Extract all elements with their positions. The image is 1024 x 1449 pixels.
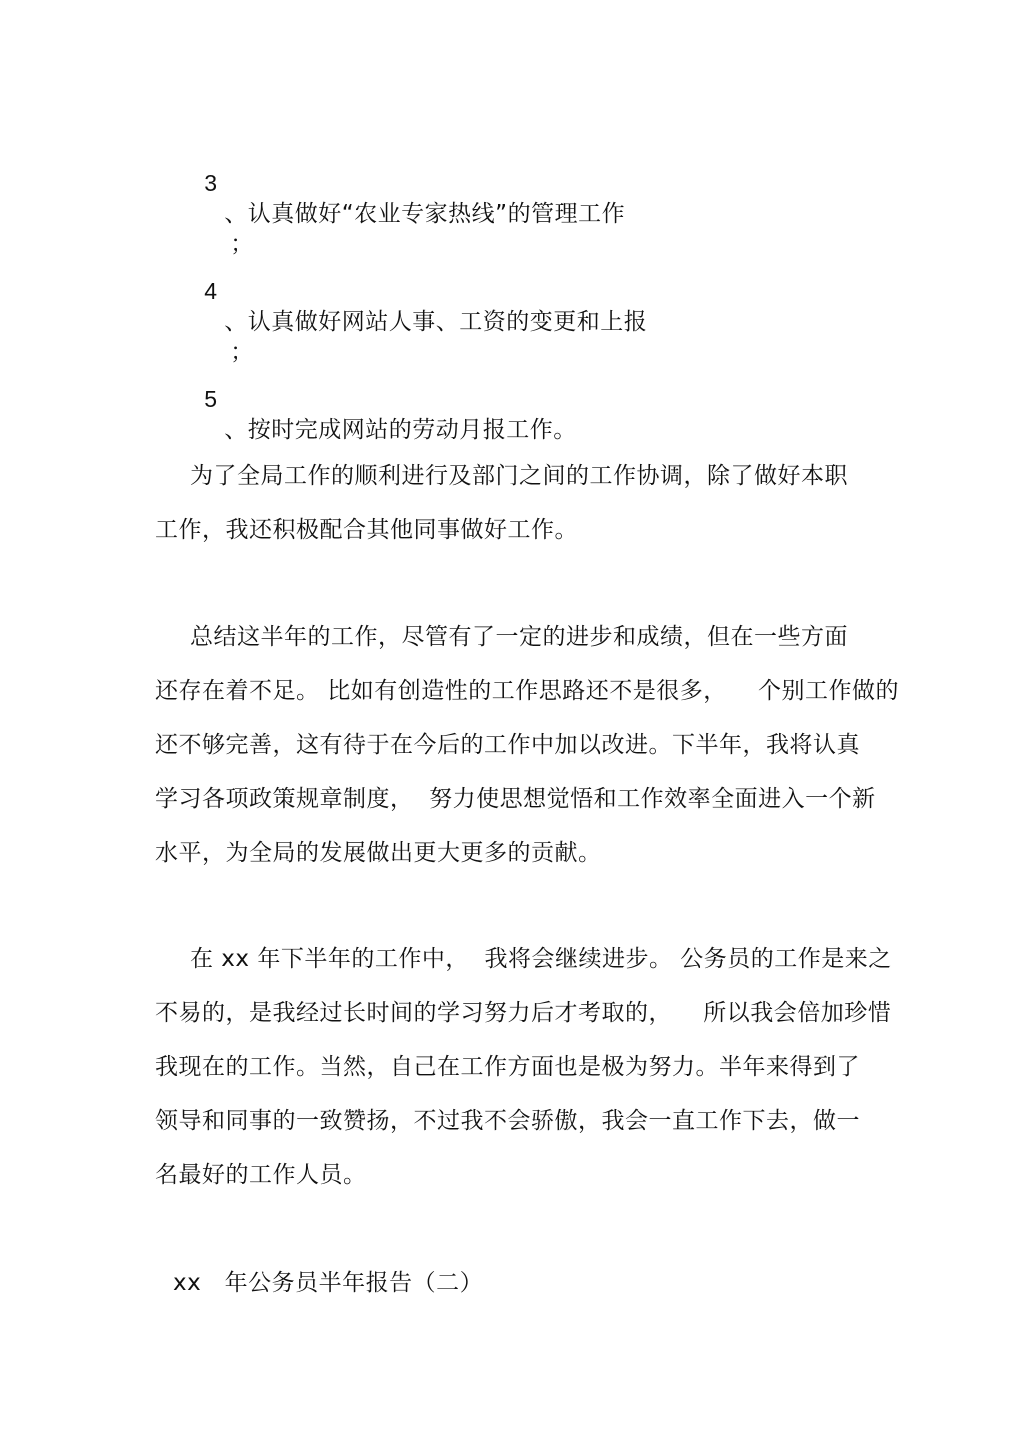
paragraph-3-line-4: 领导和同事的一致赞扬，不过我不会骄傲，我会一直工作下去，做一 bbox=[155, 1108, 860, 1134]
list-number: 3 bbox=[204, 170, 218, 196]
paragraph-3-line-2: 不易的，是我经过长时间的学习努力后才考取的， 所以我会倍加珍惜 bbox=[155, 1000, 892, 1026]
paragraph-2-line-3: 还不够完善，这有待于在今后的工作中加以改进。下半年，我将认真 bbox=[155, 732, 860, 758]
paragraph-2-line-4: 学习各项政策规章制度， 努力使思想觉悟和工作效率全面进入一个新 bbox=[155, 786, 876, 812]
paragraph-2-line-5: 水平，为全局的发展做出更大更多的贡献。 bbox=[155, 840, 602, 866]
paragraph-1-line-1: 为了全局工作的顺利进行及部门之间的工作协调，除了做好本职 bbox=[190, 463, 848, 489]
list-text: 、按时完成网站的劳动月报工作。 bbox=[224, 417, 577, 443]
paragraph-3-line-3: 我现在的工作。当然，自己在工作方面也是极为努力。半年来得到了 bbox=[155, 1054, 860, 1080]
paragraph-3-line-5: 名最好的工作人员。 bbox=[155, 1162, 367, 1188]
list-text: 、认真做好网站人事、工资的变更和上报 bbox=[224, 309, 648, 335]
list-end: ； bbox=[230, 339, 254, 365]
list-number: 5 bbox=[204, 386, 218, 412]
section-heading: xx 年公务员半年报告（二） bbox=[173, 1270, 484, 1296]
list-text: 、认真做好“农业专家热线”的管理工作 bbox=[224, 201, 626, 227]
list-number: 4 bbox=[204, 278, 218, 304]
list-item-5 bbox=[173, 354, 577, 475]
paragraph-1-line-2: 工作，我还积极配合其他同事做好工作。 bbox=[155, 517, 578, 543]
paragraph-3-line-1: 在 xx 年下半年的工作中， 我将会继续进步。 公务员的工作是来之 bbox=[190, 946, 892, 972]
list-end: ； bbox=[230, 231, 254, 257]
paragraph-2-line-2: 还存在着不足。 比如有创造性的工作思路还不是很多， 个别工作做的 bbox=[155, 678, 900, 704]
paragraph-2-line-1: 总结这半年的工作，尽管有了一定的进步和成绩，但在一些方面 bbox=[190, 624, 848, 650]
